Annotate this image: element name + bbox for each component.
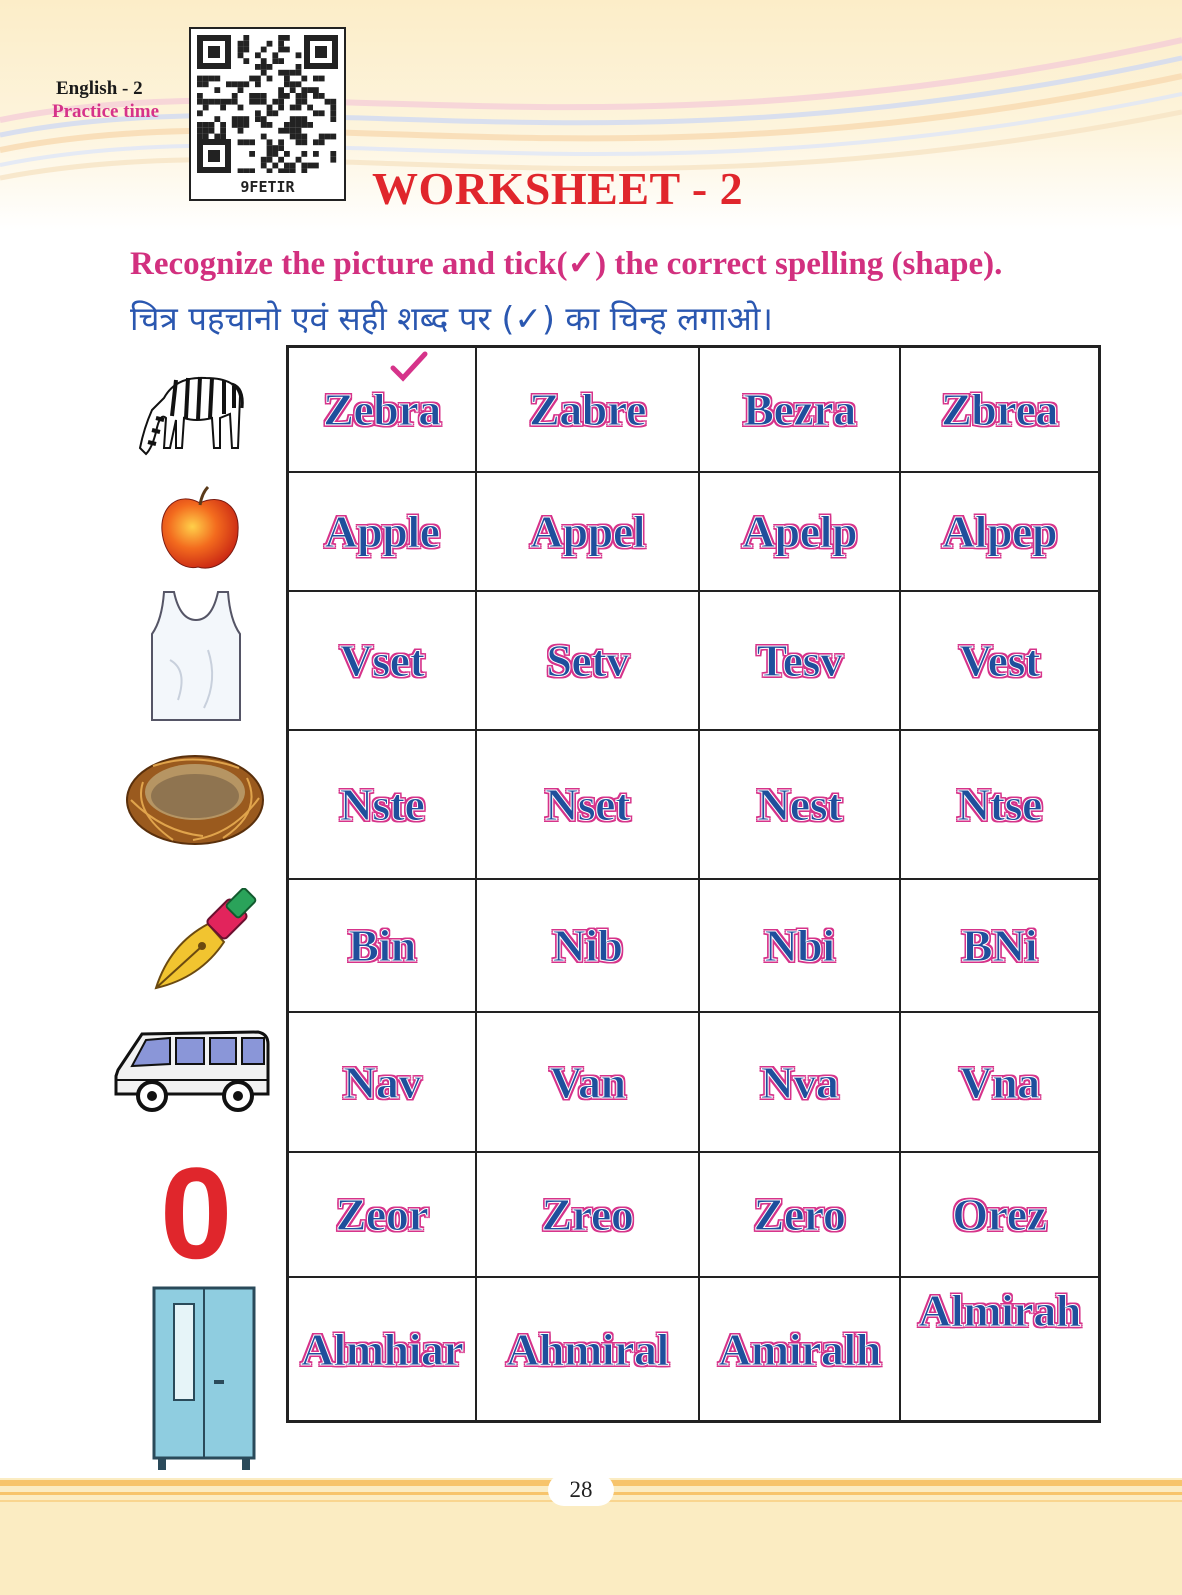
option-cell[interactable] — [700, 592, 901, 731]
spelling-option: Appel — [529, 506, 646, 557]
spelling-option: Ahmiral — [506, 1323, 669, 1375]
spelling-option: Apple — [324, 506, 440, 557]
book-subtitle: Practice time — [52, 101, 160, 122]
spelling-grid — [286, 345, 1101, 1423]
spelling-option: Bin — [348, 920, 416, 971]
option-cell[interactable] — [901, 880, 1098, 1013]
option-cell[interactable] — [477, 731, 700, 880]
option-cell[interactable] — [901, 592, 1098, 731]
option-cell[interactable] — [477, 1013, 700, 1153]
spelling-option: Zebra — [323, 384, 441, 435]
spelling-option: Tesv — [756, 635, 843, 686]
spelling-option: Zeor — [335, 1189, 429, 1240]
option-cell[interactable] — [289, 473, 477, 592]
spelling-option: Nest — [757, 779, 842, 830]
option-cell[interactable] — [289, 1278, 477, 1420]
option-cell[interactable] — [901, 731, 1098, 880]
spelling-option: Vest — [959, 635, 1040, 686]
spelling-option: Setv — [546, 635, 629, 686]
van-icon — [112, 1024, 272, 1116]
vest-icon — [148, 590, 243, 722]
instruction-english: Recognize the picture and tick(✓) the correct spelling (shape). — [130, 246, 1003, 282]
option-cell[interactable] — [700, 880, 901, 1013]
option-cell[interactable] — [477, 348, 700, 473]
option-cell[interactable] — [700, 1153, 901, 1278]
option-cell[interactable] — [477, 473, 700, 592]
spelling-option: Nbi — [764, 920, 835, 971]
spelling-option: Zabre — [529, 384, 646, 435]
option-cell[interactable] — [901, 473, 1098, 592]
spelling-option: Vset — [339, 635, 425, 686]
spelling-option: Alpep — [941, 506, 1058, 557]
spelling-option: Zero — [753, 1189, 846, 1240]
nest-icon — [123, 742, 267, 850]
spelling-option: Vna — [959, 1056, 1040, 1108]
option-cell[interactable] — [289, 880, 477, 1013]
spelling-option: Zreo — [541, 1189, 634, 1240]
book-title: English - 2 — [56, 78, 143, 99]
option-cell[interactable] — [477, 1153, 700, 1278]
spelling-option: Ntse — [957, 779, 1042, 830]
spelling-option: Nav — [343, 1056, 421, 1108]
option-cell[interactable] — [901, 1153, 1098, 1278]
spelling-option: Nste — [339, 779, 425, 830]
almirah-icon — [150, 1284, 258, 1474]
option-cell[interactable] — [901, 1013, 1098, 1153]
spelling-option: Nib — [552, 920, 623, 971]
page-number: 28 — [548, 1474, 614, 1506]
option-cell[interactable] — [477, 880, 700, 1013]
spelling-option: Bezra — [743, 384, 856, 435]
spelling-option: BNi — [961, 920, 1038, 971]
option-cell[interactable] — [289, 348, 477, 473]
spelling-option: Nset — [545, 779, 630, 830]
option-cell[interactable] — [700, 1013, 901, 1153]
spelling-option: Almhiar — [300, 1323, 464, 1375]
option-cell[interactable] — [289, 592, 477, 731]
option-cell[interactable] — [477, 1278, 700, 1420]
option-cell[interactable] — [901, 1278, 1098, 1420]
zebra-icon — [136, 348, 248, 460]
instruction-hindi: चित्र पहचानो एवं सही शब्द पर (✓) का चिन्ह लगाओ। — [130, 299, 773, 338]
zero-numeral: 0 — [160, 1140, 233, 1286]
check-mark-icon — [389, 350, 429, 384]
option-cell[interactable] — [289, 1153, 477, 1278]
option-cell[interactable] — [289, 1013, 477, 1153]
qr-code[interactable] — [189, 27, 346, 201]
option-cell[interactable] — [700, 731, 901, 880]
worksheet-title: WORKSHEET - 2 — [372, 163, 744, 214]
spelling-option: Nva — [760, 1056, 839, 1108]
spelling-option: Van — [549, 1056, 626, 1108]
spelling-option: Apelp — [741, 506, 858, 557]
option-cell[interactable] — [901, 348, 1098, 473]
spelling-option: Almirah — [918, 1285, 1081, 1336]
pen-nib-icon — [150, 888, 262, 994]
option-cell[interactable] — [700, 348, 901, 473]
spelling-option: Orez — [952, 1189, 1047, 1240]
option-cell[interactable] — [700, 473, 901, 592]
spelling-option: Zbrea — [941, 384, 1058, 435]
option-cell[interactable] — [700, 1278, 901, 1420]
spelling-option: Amiralh — [718, 1323, 881, 1375]
qr-pattern-icon — [197, 35, 338, 173]
option-cell[interactable] — [289, 731, 477, 880]
qr-code-label: 9FETIR — [240, 178, 295, 196]
option-cell[interactable] — [477, 592, 700, 731]
apple-icon — [158, 485, 242, 573]
